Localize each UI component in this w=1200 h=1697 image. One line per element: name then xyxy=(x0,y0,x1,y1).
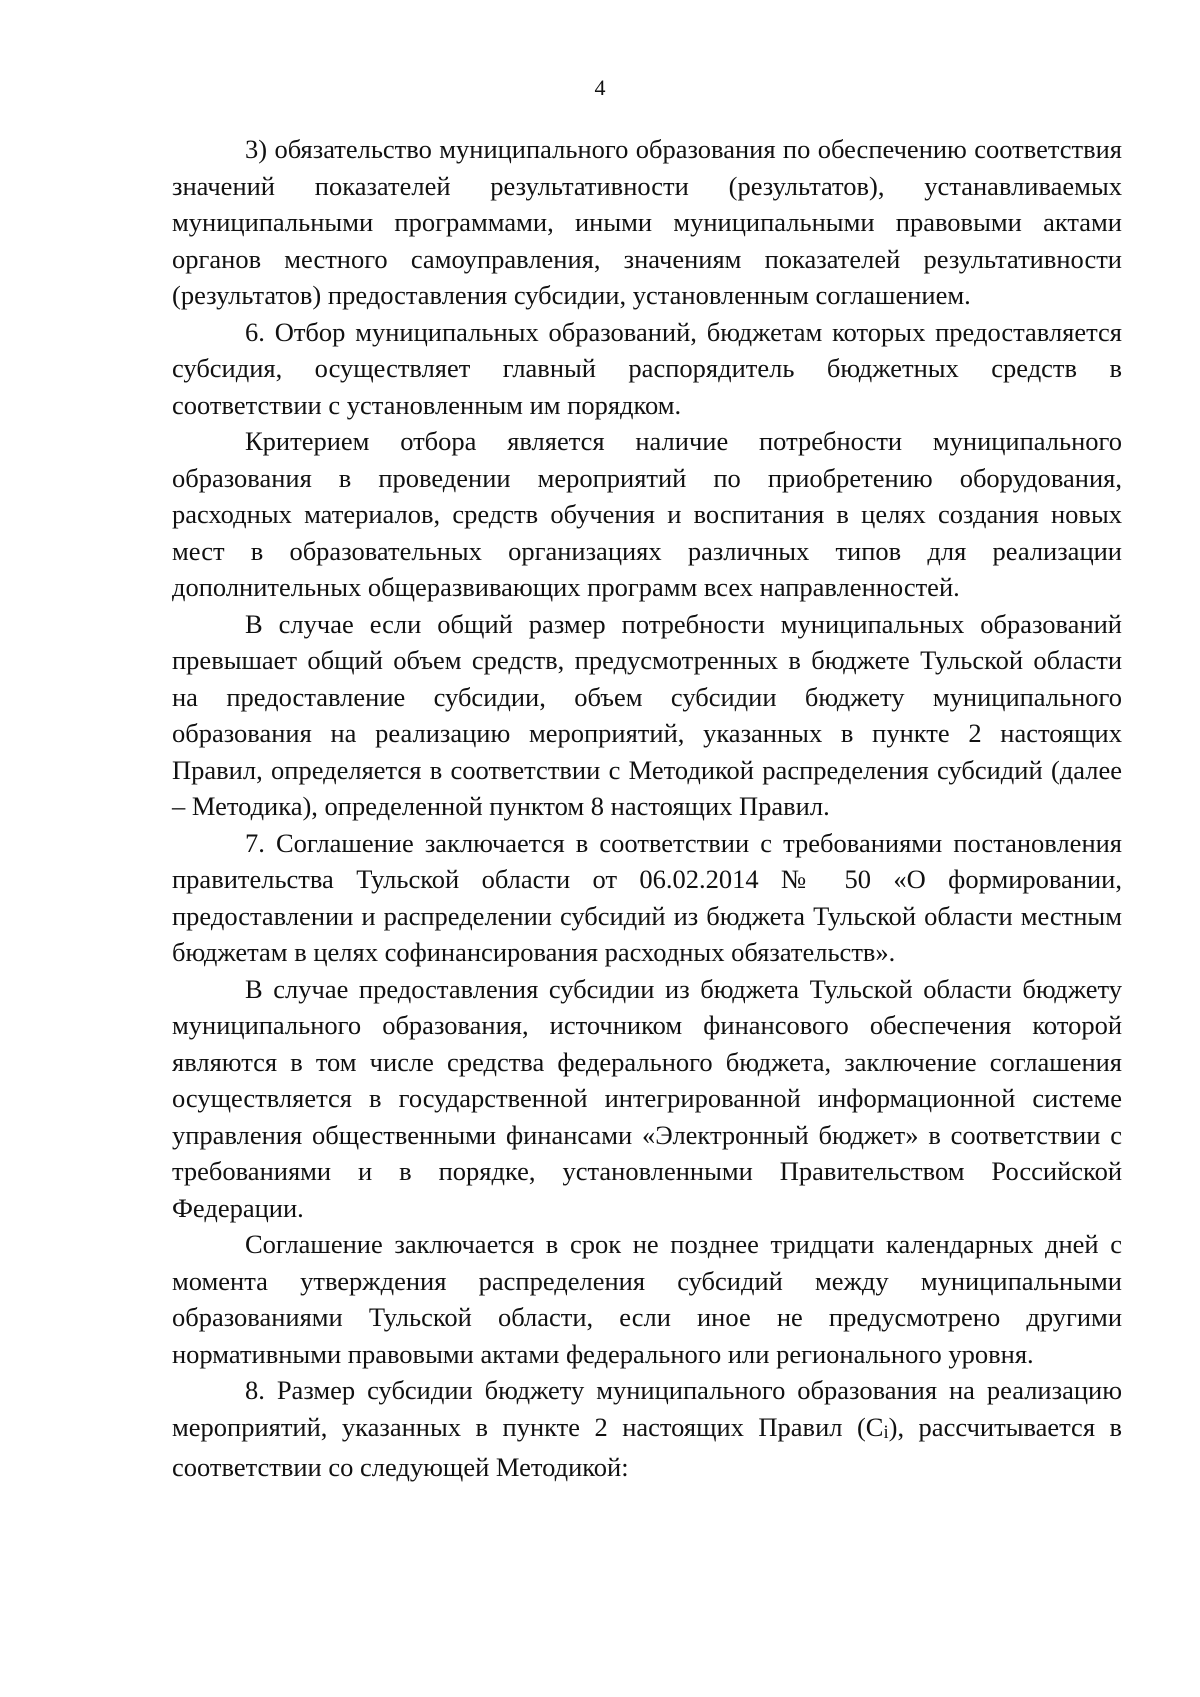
item-8-subscript: i xyxy=(883,1422,889,1444)
paragraph-agreement-deadline: Соглашение заключается в срок не позднее тридцати календарных дней с момента утверждения распределения субсидий между муниципальными образованиями Тульской области, если иное не предусмотрено другими нормативными правовыми актами федерального или регионального уровня. xyxy=(172,1229,1122,1369)
paragraph-obligation-3: 3) обязательство муниципального образования по обеспечению соответствия значений показателей результативности (результатов), устанавливаемых муниципальными программами, иными муниципальными правовыми актами органов местного самоуправления, значениям показателей результативности (результатов) предоставления субсидии, установленным соглашением. xyxy=(172,134,1122,310)
paragraph-selection-criterion: Критерием отбора является наличие потребности муниципального образования в проведении мероприятий по приобретению оборудования, расходных материалов, средств обучения и воспитания в целях создания новых мест в образовательных организациях различных типов для реализации дополнительных общеразвивающих программ всех направленностей. xyxy=(172,426,1122,602)
paragraph-electronic-budget: В случае предоставления субсидии из бюджета Тульской области бюджету муниципального образования, источником финансового обеспечения которой являются в том числе средства федерального бюджета, заключение соглашения осуществляется в государственной интегрированной информационной системе управления общественными финансами «Электронный бюджет» в соответствии с требованиями и в порядке, установленными Правительством Российской Федерации. xyxy=(172,973,1122,1223)
item-8-text-before: 8. Размер субсидии бюджету муниципального образования на реализацию мероприятий, указанных в пункте 2 настоящих Правил (C xyxy=(172,1375,1122,1442)
item-8-text-after: ), рассчитывается в соответствии со следующей Методикой: xyxy=(172,1411,1123,1482)
document-body xyxy=(172,131,1122,1486)
paragraph-item-7: 7. Соглашение заключается в соответствии с требованиями постановления правительства Тульской области от 06.02.2014 № 50 «О формировании, предоставлении и распределении субсидий из бюджета Тульской области местным бюджетам в целях софинансирования расходных обязательств». xyxy=(172,827,1122,967)
paragraph-item-8 xyxy=(172,1372,1122,1486)
page-number: 4 xyxy=(594,75,606,100)
paragraph-item-6: 6. Отбор муниципальных образований, бюджетам которых предоставляется субсидия, осуществляет главный распорядитель бюджетных средств в соответствии с установленным им порядком. xyxy=(172,316,1122,420)
paragraph-demand-exceeds: В случае если общий размер потребности муниципальных образований превышает общий объем средств, предусмотренных в бюджете Тульской области на предоставление субсидии, объем субсидии бюджету муниципального образования на реализацию мероприятий, указанных в пункте 2 настоящих Правил, определяется в соответствии с Методикой распределения субсидий (далее – Методика), определенной пунктом 8 настоящих Правил. xyxy=(172,608,1122,821)
